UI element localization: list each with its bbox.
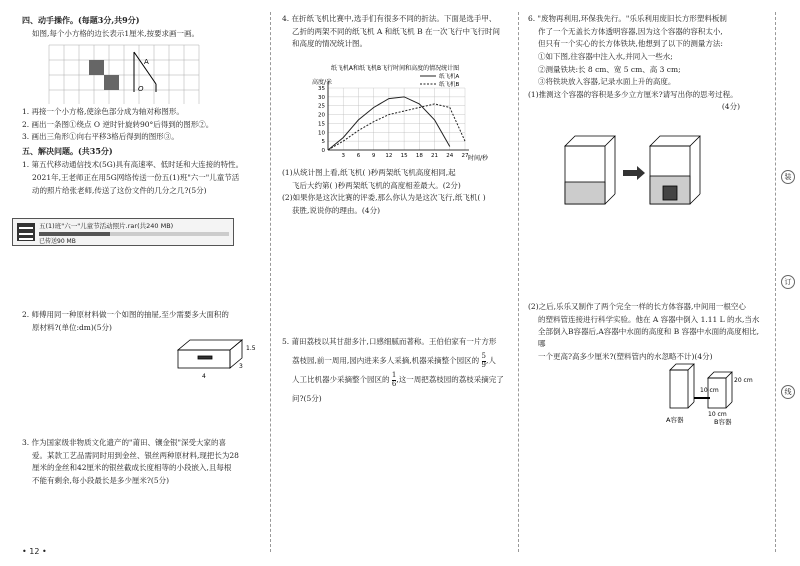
y-tick-label: 30 — [318, 94, 325, 101]
q4-line: 4. 在折纸飞机比赛中,选手们有很多不同的折法。下面是选手甲、 — [282, 14, 497, 23]
x-tick-label: 9 — [371, 153, 376, 159]
q5-line-2 — [282, 352, 510, 370]
q1-line: 动的照片给张老师,传送了这份文件的几分之几?(5分) — [32, 185, 207, 195]
shaded-square — [89, 60, 104, 75]
q1-line: 1. 第五代移动通信技术(5G)具有高速率、低时延和大连接的特性。 — [22, 160, 244, 170]
fraction-numerator: 5 — [481, 351, 487, 360]
q3-line: 3. 作为国家级非物质文化遗产的"莆田、镶金银"深受大家的喜 — [22, 438, 226, 447]
q6-line: ①如下图,往容器中注入水,并同入一些水; — [538, 51, 673, 61]
chart-title: 纸飞机A和纸飞机B飞行时间和高度的情况统计图 — [330, 65, 460, 72]
legend-label: 纸飞机B — [439, 82, 460, 88]
download-title: 五(1)班"六一"儿童节活动照片.rar(共240 MB) — [39, 222, 174, 230]
y-tick-label: 35 — [318, 86, 325, 92]
y-tick-label: 0 — [321, 148, 325, 154]
q4-line: 和高度的情况统计图。 — [292, 39, 367, 49]
column-right — [528, 12, 760, 114]
binding-line — [775, 12, 776, 552]
q6-line: ③将铁块放入容器,记录水面上升的高度。 — [538, 77, 676, 87]
q4-sub-line: (2)如果你是这次比赛的评委,那么你认为是这次飞行,纸飞机( ) — [282, 193, 486, 203]
section-4-intro: 如图,每个小方格的边长表示1厘米,按要求画一画。 — [32, 29, 200, 39]
q1-line: 2021年,王老师正在用5G网络传送一份五(1)班"六一"儿童节活 — [32, 172, 240, 182]
y-tick-label: 15 — [318, 121, 325, 128]
archive-icon — [17, 223, 35, 241]
column-left — [22, 12, 260, 197]
x-tick-label: 3 — [341, 153, 345, 159]
item-2: 2. 画出一条图①绕点 O 逆时针旋转90°后得到的图形②。 — [22, 119, 214, 129]
binder-mark: 装 — [781, 170, 795, 184]
x-tick-label: 27 — [461, 153, 469, 159]
q3-line: 爱。某款工艺品需同时用到金丝、银丝两种原材料,现把长为28 — [32, 450, 239, 460]
q6-2-line: 全部倒入B容器后,A容器中水面的高度和 B 容器中水面的高度相比,哪 — [538, 327, 759, 348]
y-tick-label: 20 — [318, 112, 325, 119]
q6-2-line: 一个更高?高多少厘米?(塑料管内的水忽略不计)(4分) — [538, 351, 713, 361]
arrow-right-icon — [623, 166, 645, 180]
fraction-denominator: 9 — [481, 360, 487, 369]
q6-line: 6. "废物再利用,环保我先行。"乐乐利用废旧长方形塑料板制 — [528, 14, 727, 23]
download-sub: 已传送90 MB — [39, 238, 76, 245]
q5-line-2-text: 荔枝园,前一周用,园内进来多人采摘,机器采摘整个园区的 — [292, 356, 480, 365]
container-figures-2 — [660, 360, 770, 425]
y-tick-label: 5 — [321, 139, 325, 146]
q3 — [22, 436, 260, 488]
column-divider-1 — [270, 12, 271, 552]
series-line-b — [328, 104, 465, 150]
shaded-square — [104, 75, 119, 90]
q5-line-3 — [282, 371, 510, 389]
q6-part2 — [528, 300, 760, 363]
item-3: 3. 画出三角形①向右平移3格后得到的图形③。 — [22, 132, 179, 142]
column-divider-2 — [518, 12, 519, 552]
x-tick-label: 6 — [356, 153, 361, 159]
q6-2-line: 的塑料管连接进行科学实验。他在 A 容器中倒入 1.11 L 的水,当水 — [538, 314, 760, 324]
q2-line: 2. 师傅用同一种原材料做一个如图的抽屉,至少需要多大面积的 — [22, 310, 229, 319]
q4-subquestions — [282, 166, 510, 218]
x-tick-label: 15 — [400, 153, 408, 159]
q4-line: 乙折的两架不同的纸飞机 A 和纸飞机 B 在一次飞行中飞行时间 — [292, 26, 500, 36]
y-axis-label: 高度/米 — [312, 79, 333, 86]
download-progress — [12, 218, 234, 246]
y-tick-label: 10 — [318, 130, 325, 137]
q4-sub-line: 获胜,说说你的理由。(4分) — [292, 205, 381, 215]
q4-sub-line: 飞后大约第( )秒两架纸飞机的高度相差最大。(2分) — [292, 180, 461, 190]
label-o: O — [138, 85, 144, 94]
label-a: A — [144, 58, 149, 67]
q3-line: 厘米的金丝和42厘米的银丝截成长度相等的小段嵌入,且每根 — [32, 463, 232, 473]
q5-line: 问?(5分) — [292, 394, 322, 403]
dim-length: 4 — [202, 373, 206, 380]
q6-score: (4分) — [721, 102, 740, 112]
page-number: • 12 • — [22, 547, 47, 556]
q3-line: 不能有剩余,每小段最长是多少厘米?(5分) — [32, 475, 170, 485]
page-number-value: 12 — [29, 547, 40, 556]
legend-label: 纸飞机A — [439, 74, 460, 80]
x-tick-label: 21 — [431, 153, 439, 159]
container-b-label: B容器 — [714, 418, 732, 425]
q2-line: 原材料?(单位:dm)(5分) — [32, 322, 112, 332]
dim-depth: 10 cm — [700, 387, 719, 394]
binder-mark: 线 — [781, 385, 795, 399]
column-middle — [282, 12, 510, 51]
x-tick-label: 12 — [385, 153, 393, 159]
dim-width: 3 — [239, 363, 243, 370]
drawer-figure — [170, 330, 260, 380]
q5 — [282, 332, 510, 409]
q4-sub-line: (1)从统计图上看,纸飞机( )秒两架纸飞机高度相同,起 — [282, 168, 456, 177]
shape-1-line — [134, 52, 156, 84]
fraction-denominator: 6 — [391, 379, 397, 388]
item-1: 1. 再接一个小方格,使涂色部分成为轴对称图形。 — [22, 107, 184, 117]
y-tick-label: 25 — [318, 103, 325, 110]
q5-line-3-text: 人工比机器少采摘整个园区的 — [292, 375, 390, 384]
progress-track — [39, 232, 229, 236]
x-tick-label: 18 — [415, 153, 423, 159]
container-a-label: A容器 — [666, 416, 684, 424]
dim-height: 1.5 — [246, 345, 256, 352]
progress-fill — [39, 232, 110, 236]
section-5-title: 五、解决问题。(共35分) — [22, 145, 113, 156]
q6-line: (1)推测这个容器的容积是多少立方厘米?请写出你的思考过程。 — [528, 89, 738, 99]
fraction-numerator: 1 — [391, 370, 397, 379]
section-4-title: 四、动手操作。(每题3分,共9分) — [22, 15, 140, 25]
q5-mid-a: ,人 — [486, 356, 496, 365]
dim-width: 10 cm — [708, 411, 727, 418]
q6-line: 作了一个无盖长方体透明容器,因为这个容器的容积太小, — [538, 26, 723, 36]
binder-mark: 订 — [781, 275, 795, 289]
line-chart — [300, 62, 500, 172]
q5-mid-b: ,这一周把荔枝园的荔枝采摘完了 — [396, 375, 504, 384]
q6-line: 但只有一个实心的长方体铁块,他想到了以下的测量方法: — [538, 39, 723, 49]
x-axis-label: 时间/秒 — [468, 155, 489, 162]
q6-2-line: (2)之后,乐乐又制作了两个完全一样的长方体容器,中间用一根空心 — [528, 302, 746, 311]
container-figures-1 — [545, 128, 725, 208]
q5-line: 5. 莆田荔枝以其甘甜多汁,口感细腻而著称。王伯伯家有一片方形 — [282, 337, 497, 346]
drawing-grid — [44, 42, 204, 104]
q6-line: ②测量铁块:长 8 cm、宽 5 cm、高 3 cm; — [538, 64, 681, 74]
dim-height: 20 cm — [734, 377, 753, 384]
x-tick-label: 24 — [446, 153, 454, 159]
